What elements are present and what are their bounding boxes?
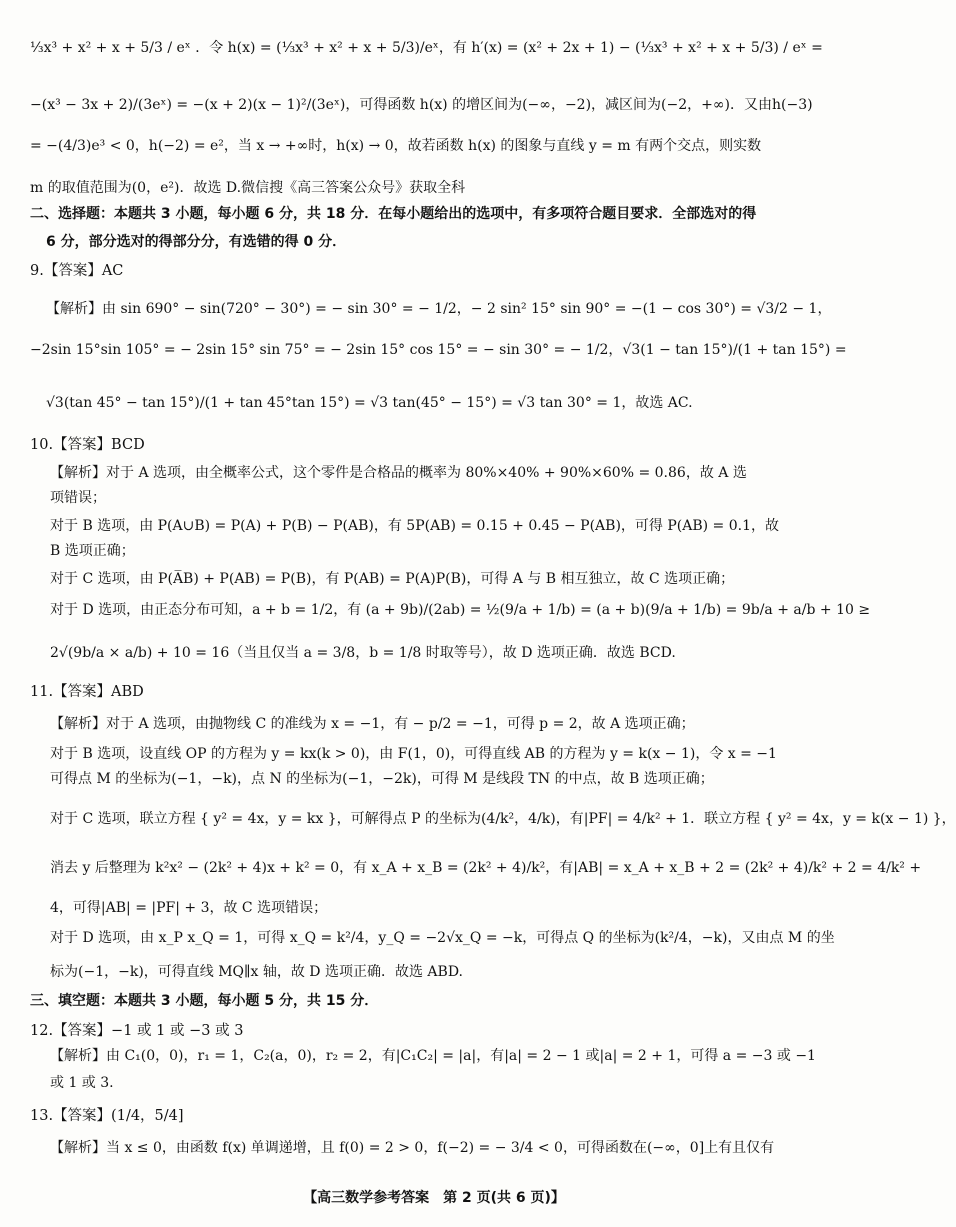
q9-answer: 9.【答案】AC: [30, 263, 124, 279]
section-2-heading: 二、选择题：本题共 3 小题，每小题 6 分，共 18 分．在每小题给出的选项中，有多项符合题目要求．全部选对的得: [30, 206, 757, 222]
q11-analysis-6: 4，可得|AB| = |PF| + 3，故 C 选项错误；: [50, 900, 328, 916]
q10-analysis-3: 对于 B 选项，由 P(A∪B) = P(A) + P(B) − P(AB)，有 5P(AB) = 0.15 + 0.45 − P(AB)，可得 P(AB) = 0.1，故: [50, 518, 779, 534]
text-line-2: −(x³ − 3x + 2)/(3eˣ) = −(x + 2)(x − 1)²/(3eˣ)，可得函数 h(x) 的增区间为(−∞，−2)，减区间为(−2，+∞)．又由h(−3): [30, 97, 813, 113]
q12-analysis-2: 或 1 或 3.: [50, 1075, 114, 1091]
q11-analysis-1: 【解析】对于 A 选项，由抛物线 C 的准线为 x = −1，有 − p/2 = −1，可得 p = 2，故 A 选项正确；: [50, 716, 695, 732]
text-line-3: = −(4/3)e³ < 0，h(−2) = e²，当 x → +∞时，h(x) → 0，故若函数 h(x) 的图象与直线 y = m 有两个交点，则实数: [30, 138, 762, 154]
q10-analysis-7: 2√(9b/a × a/b) + 10 = 16（当且仅当 a = 3/8，b = 1/8 时取等号），故 D 选项正确．故选 BCD.: [50, 645, 676, 661]
q13-analysis-1: 【解析】当 x ≤ 0，由函数 f(x) 单调递增，且 f(0) = 2 > 0，f(−2) = − 3/4 < 0，可得函数在(−∞，0]上有且仅有: [50, 1140, 775, 1156]
q9-analysis-2: −2sin 15°sin 105° = − 2sin 15° sin 75° = − 2sin 15° cos 15° = − sin 30° = − 1/2，√3(1 − tan 15°)/(1 + tan 15°) =: [30, 342, 847, 358]
q10-analysis-4: B 选项正确；: [50, 543, 135, 559]
text-line-4: m 的取值范围为(0，e²)．故选 D.微信搜《高三答案公众号》获取全科: [30, 180, 466, 196]
q10-answer: 10.【答案】BCD: [30, 437, 145, 453]
q10-analysis-5: 对于 C 选项，由 P(A̅B) + P(AB) = P(B)，有 P(AB) = P(A)P(B)，可得 A 与 B 相互独立，故 C 选项正确；: [50, 571, 735, 587]
q10-analysis-6: 对于 D 选项，由正态分布可知，a + b = 1/2，有 (a + 9b)/(2ab) = ½(9/a + 1/b) = (a + b)(9/a + 1/b) = 9b/a + a/b + 10 ≥: [50, 602, 871, 618]
q11-answer: 11.【答案】ABD: [30, 684, 144, 700]
q13-answer: 13.【答案】(1/4，5/4]: [30, 1108, 184, 1124]
q9-analysis-3: √3(tan 45° − tan 15°)/(1 + tan 45°tan 15°) = √3 tan(45° − 15°) = √3 tan 30° = 1，故选 AC.: [46, 395, 693, 411]
q11-analysis-5: 消去 y 后整理为 k²x² − (2k² + 4)x + k² = 0，有 x_A + x_B = (2k² + 4)/k²，有|AB| = x_A + x_B + 2 = (2k² + 4)/k² + 2 = 4/k² +: [50, 860, 922, 876]
section-3-heading: 三、填空题：本题共 3 小题，每小题 5 分，共 15 分．: [30, 993, 379, 1009]
q11-analysis-4: 对于 C 选项，联立方程 { y² = 4x，y = kx }，可解得点 P 的坐标为(4/k²，4/k)，有|PF| = 4/k² + 1．联立方程 { y² = 4x，y = k(x − 1) }，: [50, 811, 956, 827]
q11-analysis-8: 标为(−1，−k)，可得直线 MQ∥x 轴，故 D 选项正确．故选 ABD.: [50, 964, 463, 980]
page-footer: 【高三数学参考答案 第 2 页(共 6 页)】: [303, 1190, 565, 1206]
q11-analysis-2: 对于 B 选项，设直线 OP 的方程为 y = kx(k > 0)，由 F(1，0)，可得直线 AB 的方程为 y = k(x − 1)，令 x = −1: [50, 746, 777, 762]
section-2-heading-cont: 6 分，部分选对的得部分分，有选错的得 0 分．: [46, 234, 347, 250]
q11-analysis-7: 对于 D 选项，由 x_P x_Q = 1，可得 x_Q = k²/4，y_Q = −2√x_Q = −k，可得点 Q 的坐标为(k²/4，−k)，又由点 M 的坐: [50, 930, 835, 946]
text-line-1: ⅓x³ + x² + x + 5/3 / eˣ ．令 h(x) = (⅓x³ + x² + x + 5/3)/eˣ，有 h′(x) = (x² + 2x + 1) − (⅓x³ + x² + x + 5/3) / eˣ =: [30, 40, 823, 56]
q12-analysis-1: 【解析】由 C₁(0，0)，r₁ = 1，C₂(a，0)，r₂ = 2，有|C₁C₂| = |a|，有|a| = 2 − 1 或|a| = 2 + 1，可得 a = −3 或 −1: [50, 1048, 816, 1064]
q9-analysis-1: 【解析】由 sin 690° − sin(720° − 30°) = − sin 30° = − 1/2，− 2 sin² 15° sin 90° = −(1 − cos 30°) = √3/2 − 1，: [46, 301, 832, 317]
q10-analysis-1: 【解析】对于 A 选项，由全概率公式，这个零件是合格品的概率为 80%×40% + 90%×60% = 0.86，故 A 选: [50, 465, 747, 481]
q11-analysis-3: 可得点 M 的坐标为(−1，−k)，点 N 的坐标为(−1，−2k)，可得 M 是线段 TN 的中点，故 B 选项正确；: [50, 771, 714, 787]
q10-analysis-2: 项错误；: [50, 490, 106, 506]
q12-answer: 12.【答案】−1 或 1 或 −3 或 3: [30, 1023, 244, 1039]
